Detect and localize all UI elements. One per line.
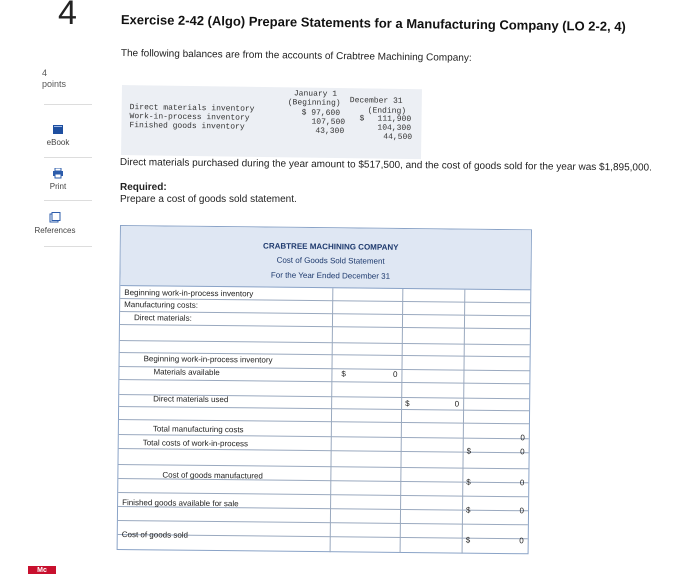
line-beginning-wip[interactable]: Beginning work-in-process inventory <box>124 288 254 299</box>
dollar-sign: $ <box>465 535 471 545</box>
dollar-sign: $ <box>341 369 346 379</box>
printer-icon <box>52 168 64 179</box>
references-label: References <box>34 226 76 235</box>
required-heading: Required: <box>120 182 167 193</box>
value-total-manufacturing-costs[interactable]: 0 <box>520 433 525 443</box>
balance-end-sign: $ <box>359 114 365 124</box>
row-line <box>119 406 529 411</box>
ebook-button[interactable] <box>22 124 94 147</box>
balance-label: Direct materials inventory <box>129 103 255 114</box>
balance-begin: 107,500 <box>311 117 346 128</box>
value-total-costs-wip[interactable]: 0 <box>520 447 525 457</box>
line-finished-goods-available[interactable]: Finished goods available for sale <box>122 498 239 509</box>
print-button[interactable] <box>22 168 94 191</box>
divider <box>44 246 92 247</box>
divider <box>44 157 92 158</box>
line-total-costs-wip[interactable]: Total costs of work-in-process <box>142 438 249 449</box>
points-display <box>42 68 66 90</box>
book-icon <box>52 124 64 135</box>
value-cost-of-goods-sold[interactable]: 0 <box>519 536 524 546</box>
line-cost-goods-manufactured[interactable]: Cost of goods manufactured <box>162 470 263 481</box>
statement-company: CRABTREE MACHINING COMPANY <box>263 241 399 252</box>
statement-header <box>120 226 531 290</box>
dollar-sign: $ <box>465 505 471 515</box>
row-line <box>120 324 530 329</box>
references-icon <box>49 212 61 223</box>
row-line <box>118 464 528 469</box>
line-total-manufacturing-costs[interactable]: Total manufacturing costs <box>152 424 244 435</box>
balance-end: 44,500 <box>383 132 413 143</box>
statement-period: For the Year Ended December 31 <box>270 270 391 281</box>
publisher-logo: Mc <box>28 566 56 574</box>
references-button[interactable] <box>18 212 92 235</box>
points-value: 4 <box>42 68 48 78</box>
line-manufacturing-costs[interactable]: Manufacturing costs: <box>124 300 199 310</box>
balance-end: 111,900 <box>377 114 412 125</box>
value-direct-materials-used[interactable]: 0 <box>454 399 460 409</box>
line-direct-materials[interactable]: Direct materials: <box>133 313 192 323</box>
sidebar <box>0 0 92 574</box>
question-number: 4 <box>58 0 77 32</box>
value-cost-goods-manufactured[interactable]: 0 <box>519 478 525 488</box>
row-line <box>118 492 528 497</box>
ebook-label: eBook <box>46 138 70 147</box>
value-finished-goods-available[interactable]: 0 <box>519 506 525 516</box>
statement-name: Cost of Goods Sold Statement <box>276 255 385 266</box>
balance-begin: 43,300 <box>315 126 345 137</box>
line-beginning-wip-2[interactable]: Beginning work-in-process inventory <box>143 354 273 365</box>
row-line <box>120 340 530 345</box>
column-subheader-ending: (Ending) <box>367 106 407 116</box>
column-header-december: December 31 <box>349 96 403 106</box>
dollar-sign: $ <box>466 477 471 487</box>
balance-end: 104,300 <box>377 123 412 134</box>
value-materials-available[interactable]: 0 <box>392 369 398 379</box>
exercise-title: Exercise 2-42 (Algo) Prepare Statements for a Manufacturing Company (LO 2-2, 4) <box>120 12 626 35</box>
points-label: points <box>42 79 67 89</box>
line-materials-available[interactable]: Materials available <box>153 367 220 378</box>
divider <box>44 104 92 105</box>
column-header-january: January 1 <box>293 89 338 100</box>
divider <box>44 200 92 201</box>
balances-table <box>121 85 422 159</box>
balance-begin: $ 97,600 <box>301 108 341 119</box>
row-line <box>118 520 528 525</box>
line-direct-materials-used[interactable]: Direct materials used <box>153 394 229 405</box>
cogs-statement <box>117 225 532 554</box>
line-cost-of-goods-sold[interactable]: Cost of goods sold <box>121 530 189 540</box>
purchases-text: Direct materials purchased during the year amount to $517,500, and the cost of goods sold for the year was $1,895,000. <box>119 157 652 174</box>
required-text: Prepare a cost of goods sold statement. <box>120 194 297 205</box>
intro-text: The following balances are from the accounts of Crabtree Machining Company: <box>120 48 472 64</box>
row-line <box>119 419 529 424</box>
print-label: Print <box>49 182 67 191</box>
dollar-sign: $ <box>466 446 472 456</box>
row-line <box>119 379 529 384</box>
balance-label: Work-in-process inventory <box>129 112 250 123</box>
column-subheader-beginning: (Beginning) <box>287 98 341 109</box>
dollar-sign: $ <box>405 398 410 409</box>
balance-label: Finished goods inventory <box>129 121 245 132</box>
